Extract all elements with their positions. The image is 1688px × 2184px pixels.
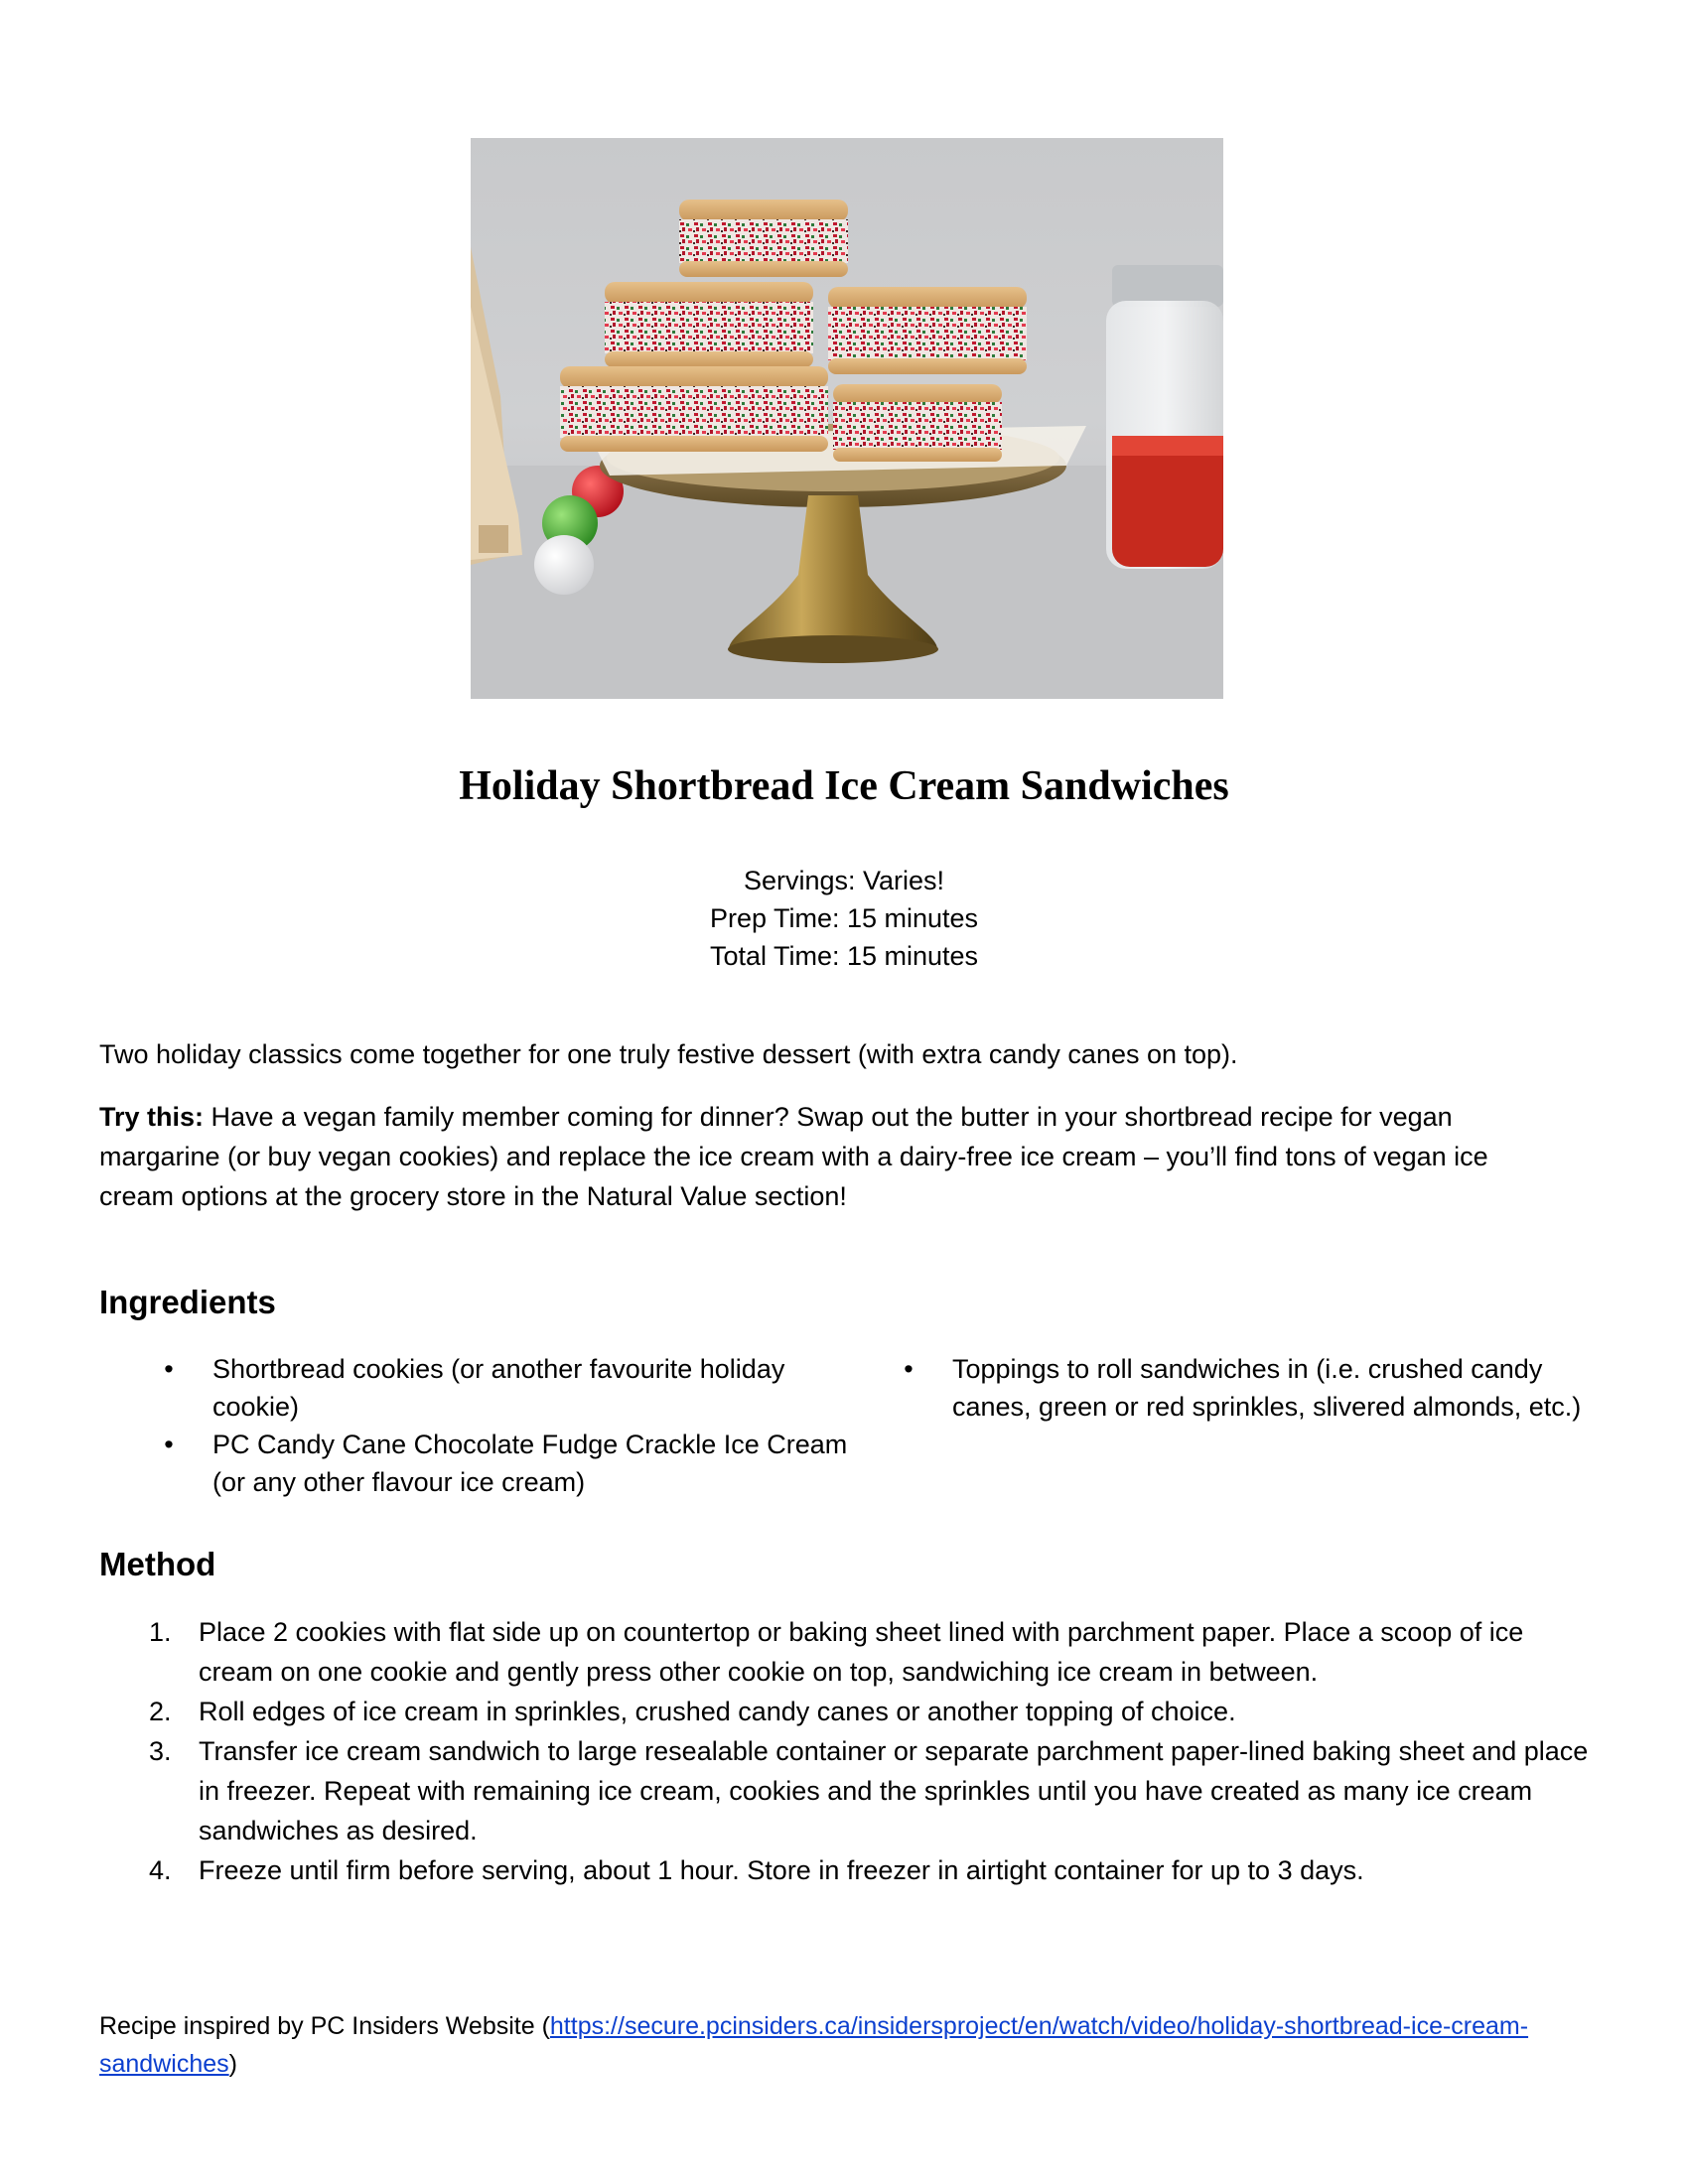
ingredients-list-left [159,1350,854,1501]
try-this-paragraph [99,1097,1569,1216]
ingredients-heading: Ingredients [99,1284,276,1320]
bullet-icon: • [904,1354,914,1384]
bullet-icon: • [164,1354,174,1384]
source-credit [99,2007,1589,2083]
step-number: 4. [149,1855,172,1885]
method-steps [139,1612,1589,1890]
ingredient-item [899,1350,1594,1426]
try-this-label: Try this: [99,1102,205,1132]
hero-photo [471,138,1223,699]
recipe-title: Holiday Shortbread Ice Cream Sandwiches [459,763,1229,809]
step-number: 1. [149,1617,172,1647]
method-step [139,1612,1589,1692]
credit-prefix: Recipe inspired by PC Insiders Website ( [99,2012,550,2040]
bullet-icon: • [164,1430,174,1459]
method-step [139,1850,1589,1890]
step-text: Freeze until firm before serving, about 1 hour. Store in freezer in airtight container for up to 3 days. [199,1855,1364,1885]
ingredient-text: PC Candy Cane Chocolate Fudge Crackle Ice Cream (or any other flavour ice cream) [212,1430,848,1497]
step-text: Place 2 cookies with flat side up on countertop or baking sheet lined with parchment paper. Place a scoop of ice cream on one cookie and gently press other cookie on top, sandwiching ice cream in between. [199,1617,1524,1687]
try-this-text: Have a vegan family member coming for dinner? Swap out the butter in your shortbread recipe for vegan margarine (or buy vegan cookies) and replace the ice cream with a dairy-free ice cream – you’ll find tons of vegan ice cream options at the grocery store in the Natural Value section! [99,1102,1488,1211]
method-heading: Method [99,1546,216,1582]
method-step [139,1731,1589,1850]
step-number: 3. [149,1736,172,1766]
servings-text: Servings: Varies! [743,866,945,895]
ingredient-item [159,1426,854,1501]
step-text: Transfer ice cream sandwich to large resealable container or separate parchment paper-lined baking sheet and place in freezer. Repeat with remaining ice cream, cookies and the sprinkles until you have created as many ice cream sandwiches as desired. [199,1736,1589,1845]
total-time-text: Total Time: 15 minutes [709,941,979,971]
method-step [139,1692,1589,1731]
ingredients-list-right [899,1350,1594,1426]
intro-paragraph: Two holiday classics come together for one truly festive dessert (with extra candy canes on top). [99,1039,1238,1069]
step-number: 2. [149,1697,172,1726]
ingredient-item [159,1350,854,1426]
prep-time-text: Prep Time: 15 minutes [709,903,979,933]
step-text: Roll edges of ice cream in sprinkles, crushed candy canes or another topping of choice. [199,1697,1236,1726]
ingredient-text: Shortbread cookies (or another favourite holiday cookie) [212,1354,785,1422]
credit-suffix: ) [228,2050,237,2078]
source-link[interactable]: https://secure.pcinsiders.ca/insidersproject/en/watch/video/holiday-shortbread-ice-cream-sandwiches [99,2012,1529,2078]
recipe-meta [0,862,1688,975]
ingredient-text: Toppings to roll sandwiches in (i.e. crushed candy canes, green or red sprinkles, slivered almonds, etc.) [952,1354,1582,1422]
